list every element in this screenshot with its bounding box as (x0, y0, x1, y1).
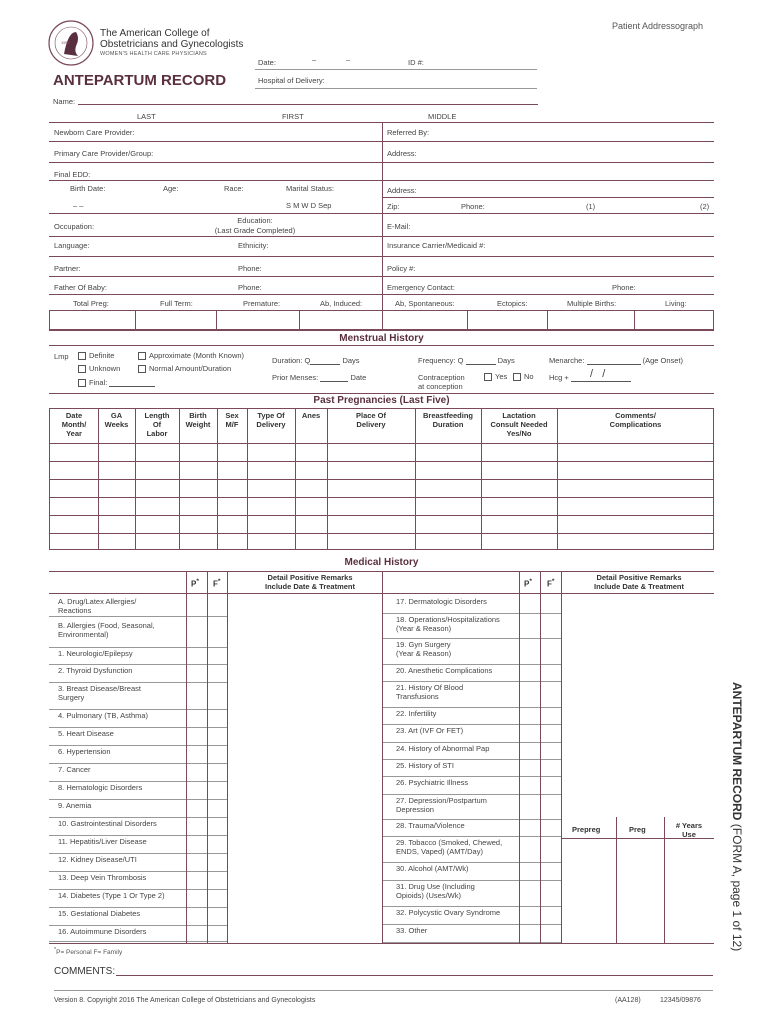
prior-menses-label: Prior Menses: (272, 373, 319, 382)
medical-item-right: 23. Art (IVF Or FET) (396, 726, 464, 735)
past-preg-col-header: Date Month/ Year (61, 411, 87, 438)
table-rule (49, 889, 227, 890)
ab-spontaneous-label: Ab, Spontaneous: (395, 299, 455, 308)
medical-item-right: 33. Other (396, 926, 428, 935)
days-label: Days (497, 356, 515, 365)
medical-item-right: 30. Alcohol (AMT/Wk) (396, 864, 469, 873)
past-pregnancies-title: Past Pregnancies (Last Five) (313, 395, 450, 406)
past-preg-col-header: Comments/ Complications (609, 411, 662, 429)
rule (467, 310, 468, 329)
name-label: Name: (53, 97, 76, 106)
legend-text: P= Personal F= Family (56, 949, 123, 957)
name-field[interactable] (78, 104, 538, 105)
detail-line: Detail Positive Remarks (267, 573, 353, 582)
contraception-yes-checkbox[interactable] (484, 372, 507, 381)
rule (49, 479, 714, 480)
medical-item-right: 24. History of Abnormal Pap (396, 744, 490, 753)
table-rule (49, 647, 227, 648)
f-label: F (547, 579, 552, 589)
rule (49, 236, 714, 237)
age-onset-label: (Age Onset) (642, 356, 684, 365)
rule (49, 330, 714, 331)
contraception-label: Contraception (418, 373, 465, 382)
lmp-label: Lmp (54, 352, 69, 361)
table-rule (382, 819, 561, 820)
medical-item-right: 21. History Of Blood Transfusions (396, 683, 464, 701)
rule (49, 497, 714, 498)
hospital-rule (255, 88, 537, 89)
preg-header: Preg (629, 825, 646, 834)
form-code: (AA128) (615, 997, 641, 1004)
medical-item-right: 19. Gyn Surgery (Year & Reason) (396, 640, 452, 658)
medical-item-right: 25. History of STI (396, 761, 454, 770)
rule (49, 213, 714, 214)
marital-status-label: Marital Status: (286, 184, 334, 193)
at-conception-label: at conception (418, 382, 463, 391)
contraception-no-checkbox[interactable] (513, 372, 534, 381)
rule (49, 443, 714, 444)
address-field[interactable]: Address: (387, 149, 417, 158)
rule (382, 122, 383, 316)
father-phone-field[interactable]: Phone: (238, 283, 262, 292)
personal-col-header-right (524, 578, 532, 589)
table-rule (49, 907, 227, 908)
rule (49, 943, 714, 944)
definite-checkbox[interactable] (78, 351, 114, 360)
rule (382, 310, 383, 329)
past-preg-col-header: Breastfeeding Duration (422, 411, 473, 429)
approximate-checkbox[interactable] (138, 351, 244, 360)
menarche-label: Menarche: (549, 356, 585, 365)
insurance-field[interactable]: Insurance Carrier/Medicaid #: (387, 241, 486, 250)
table-rule (49, 682, 227, 683)
rule (49, 515, 714, 516)
rule (561, 838, 714, 839)
medical-item-right: 27. Depression/Postpartum Depression (396, 796, 487, 814)
past-preg-col-header: Length Of Labor (144, 411, 170, 438)
comments-label: COMMENTS: (54, 966, 116, 977)
table-rule (49, 781, 227, 782)
medical-item-left: 13. Deep Vein Thrombosis (58, 873, 147, 882)
medical-item-right: 29. Tobacco (Smoked, Chewed, ENDS, Vaped) (AMT/Day) (396, 838, 503, 856)
id-label: ID #: (408, 58, 424, 67)
medical-item-left: A. Drug/Latex Allergies/ Reactions (58, 597, 137, 615)
org-name-line2: Obstetricians and Gynecologists (100, 39, 244, 50)
star: * (551, 578, 555, 585)
detail-line2: Include Date & Treatment (593, 582, 685, 591)
table-rule (49, 835, 227, 836)
occupation-field[interactable]: Occupation: (54, 222, 95, 231)
table-rule (49, 925, 227, 926)
ectopics-label: Ectopics: (497, 299, 528, 308)
past-preg-col-header: Place Of Delivery (355, 411, 386, 429)
detail-header-right (566, 573, 712, 591)
medical-item-right: 28. Trauma/Violence (396, 821, 465, 830)
medical-item-left: 3. Breast Disease/Breast Surgery (58, 684, 141, 702)
table-rule (382, 664, 561, 665)
table-rule (49, 871, 227, 872)
years-use-header: # Years Use (675, 821, 703, 839)
normal-amount-checkbox[interactable] (138, 364, 231, 373)
rule (186, 571, 187, 943)
f-label: F (213, 579, 218, 589)
medical-item-left: 9. Anemia (58, 801, 92, 810)
table-rule (382, 906, 561, 907)
address2-field[interactable]: Address: (387, 186, 417, 195)
legend-star: * (54, 947, 57, 953)
table-rule (382, 836, 561, 837)
medical-item-right: 20. Anesthetic Complications (396, 666, 493, 675)
email-field[interactable]: E-Mail: (387, 222, 411, 231)
referred-by-field[interactable]: Referred By: (387, 128, 430, 137)
medical-item-left: 11. Hepatitis/Liver Disease (58, 837, 147, 846)
date-label: Date (350, 373, 367, 382)
table-rule (557, 408, 558, 549)
medical-item-left: 4. Pulmonary (TB, Asthma) (58, 711, 149, 720)
p-label: P (191, 579, 197, 589)
hospital-label: Hospital of Delivery: (258, 76, 325, 85)
unknown-checkbox[interactable] (78, 364, 120, 373)
past-preg-col-header: Sex M/F (225, 411, 239, 429)
table-rule (49, 727, 227, 728)
rule (49, 345, 714, 346)
rule (547, 310, 548, 329)
past-preg-col-header: Birth Weight (185, 411, 211, 429)
final-checkbox[interactable] (78, 378, 155, 387)
rule (634, 310, 635, 329)
side-title-sub: (FORM A, page 1 of 12) (730, 823, 744, 952)
rule (540, 571, 541, 943)
table-rule (382, 724, 561, 725)
education-sublabel: (Last Grade Completed) (214, 226, 296, 235)
table-rule (179, 408, 180, 549)
family-col-header (213, 578, 220, 589)
newborn-care-provider-field[interactable]: Newborn Care Provider: (54, 128, 135, 137)
rule (49, 294, 714, 295)
rule (49, 533, 714, 534)
personal-col-header (191, 578, 199, 589)
hcg-slashes: / / (590, 368, 606, 380)
duration-label: Duration: Q (272, 356, 311, 365)
table-rule (382, 759, 561, 760)
multiple-births-label: Multiple Births: (567, 299, 617, 308)
medical-item-right: 17. Dermatologic Disorders (396, 597, 487, 606)
frequency-label: Frequency: Q (418, 356, 464, 365)
past-preg-col-header: Anes (301, 411, 321, 420)
definite-label: Definite (89, 351, 115, 360)
premature-label: Premature: (243, 299, 281, 308)
marital-options[interactable]: S M W D Sep (286, 201, 332, 210)
rule (135, 310, 136, 329)
final-label: Final: (89, 378, 108, 387)
total-preg-label: Total Preg: (73, 299, 109, 308)
ethnicity-field[interactable]: Ethnicity: (238, 241, 269, 250)
medical-item-right: 22. Infertility (396, 709, 437, 718)
policy-field[interactable]: Policy #: (387, 264, 416, 273)
medical-item-left: 10. Gastrointestinal Disorders (58, 819, 157, 828)
star: * (196, 578, 199, 585)
table-rule (49, 616, 227, 617)
page-title: ANTEPARTUM RECORD (53, 72, 227, 89)
approximate-label: Approximate (Month Known) (149, 351, 245, 360)
days-label: Days (342, 356, 360, 365)
rule (519, 571, 520, 943)
hcg-label: Hcg + (549, 373, 569, 382)
medical-item-left: 15. Gestational Diabetes (58, 909, 141, 918)
table-rule (382, 924, 561, 925)
living-label: Living: (665, 299, 687, 308)
medical-item-left: 12. Kidney Disease/UTI (58, 855, 137, 864)
table-rule (49, 408, 50, 549)
side-title-main: ANTEPARTUM RECORD (730, 682, 744, 821)
star: * (529, 578, 532, 585)
family-col-header-right (547, 578, 554, 589)
prior-menses-field[interactable] (272, 373, 366, 382)
emergency-contact-field[interactable]: Emergency Contact: (387, 283, 455, 292)
medical-item-left: 16. Autoimmune Disorders (58, 927, 147, 936)
medical-item-left: 8. Hematologic Disorders (58, 783, 143, 792)
prepreg-header: Prepreg (572, 825, 601, 834)
medical-item-right: 18. Operations/Hospitalizations (Year & Reason) (396, 615, 500, 633)
table-rule (49, 853, 227, 854)
zip-field[interactable]: Zip: (387, 202, 400, 211)
medical-item-left: 2. Thyroid Dysfunction (58, 666, 133, 675)
medical-item-left: 14. Diabetes (Type 1 Or Type 2) (58, 891, 165, 900)
middle-name-caption: MIDDLE (428, 112, 457, 121)
past-preg-col-header: GA Weeks (104, 411, 129, 429)
rule (382, 197, 714, 198)
race-label: Race: (224, 184, 244, 193)
rule (49, 310, 50, 329)
table-rule (382, 880, 561, 881)
yes-label: Yes (495, 372, 508, 381)
detail-line: Detail Positive Remarks (596, 573, 682, 582)
rule (616, 817, 617, 943)
table-rule (98, 408, 99, 549)
side-title (730, 682, 744, 951)
phone-label: Phone: (461, 202, 485, 211)
birth-date-label: Birth Date: (70, 184, 106, 193)
table-rule (327, 408, 328, 549)
primary-care-field[interactable]: Primary Care Provider/Group: (54, 149, 154, 158)
past-preg-col-header: Lactation Consult Needed Yes/No (490, 411, 548, 438)
rule (49, 461, 714, 462)
acog-seal-logo (46, 18, 96, 68)
table-rule (382, 638, 561, 639)
education-label: Education: (237, 216, 273, 225)
date-separator: – (346, 55, 351, 64)
table-rule (382, 681, 561, 682)
birth-date-separators: – – (73, 201, 84, 210)
normal-amount-label: Normal Amount/Duration (149, 364, 232, 373)
table-rule (382, 862, 561, 863)
comments-field[interactable] (116, 975, 713, 976)
star: * (217, 578, 221, 585)
table-rule (49, 664, 227, 665)
table-rule (481, 408, 482, 549)
rule (664, 817, 665, 943)
medical-item-left: 6. Hypertension (58, 747, 111, 756)
table-rule (295, 408, 296, 549)
rule (49, 549, 714, 550)
rule (227, 571, 228, 943)
menarche-field[interactable] (549, 356, 683, 365)
rule (382, 571, 383, 943)
patient-addressograph-label: Patient Addressograph (612, 21, 704, 31)
table-rule (415, 408, 416, 549)
rule (216, 310, 217, 329)
medical-item-left: B. Allergies (Food, Seasonal, Environmental) (58, 621, 155, 639)
phone-1-field[interactable]: (1) (586, 202, 596, 211)
rule (49, 256, 714, 257)
no-label: No (524, 372, 534, 381)
rule (299, 310, 300, 329)
svg-text:1951: 1951 (61, 40, 70, 45)
phone-2-field[interactable]: (2) (700, 202, 710, 211)
unknown-label: Unknown (89, 364, 121, 373)
last-name-caption: LAST (137, 112, 156, 121)
table-rule (49, 763, 227, 764)
medical-item-left: 5. Heart Disease (58, 729, 114, 738)
ab-induced-label: Ab, Induced: (320, 299, 363, 308)
full-term-label: Full Term: (160, 299, 193, 308)
father-of-baby-field[interactable]: Father Of Baby: (54, 283, 107, 292)
detail-header-left (240, 573, 380, 591)
table-rule (247, 408, 248, 549)
table-rule (217, 408, 218, 549)
table-rule (49, 799, 227, 800)
rule (207, 571, 208, 943)
table-rule (49, 941, 227, 942)
table-rule (135, 408, 136, 549)
copyright: Version 8. Copyright 2016 The American College of Obstetricians and Gynecologists (54, 997, 316, 1004)
final-edd-field[interactable]: Final EDD: (54, 170, 91, 179)
rule (49, 393, 714, 394)
medical-history-title: Medical History (344, 557, 419, 568)
medical-item-right: 26. Psychiatric Illness (396, 778, 469, 787)
frequency-field[interactable] (418, 356, 515, 365)
form-number: 12345/09876 (660, 997, 701, 1004)
age-label: Age: (163, 184, 179, 193)
table-rule (49, 709, 227, 710)
rule (713, 310, 714, 329)
language-field[interactable]: Language: (54, 241, 90, 250)
table-rule (382, 794, 561, 795)
table-rule (382, 707, 561, 708)
medical-item-right: 31. Drug Use (Including Opioids) (Uses/Wk) (396, 882, 475, 900)
medical-item-left: 1. Neurologic/Epilepsy (58, 649, 133, 658)
legend (54, 947, 122, 956)
menstrual-history-title: Menstrual History (339, 333, 424, 344)
date-separator: – (312, 55, 317, 64)
medical-item-right: 32. Polycystic Ovary Syndrome (396, 908, 501, 917)
duration-field[interactable] (272, 356, 360, 365)
table-rule (49, 745, 227, 746)
partner-field[interactable]: Partner: (54, 264, 81, 273)
comments-rule (54, 990, 713, 991)
p-label: P (524, 579, 530, 589)
partner-phone-field[interactable]: Phone: (238, 264, 262, 273)
table-rule (713, 408, 714, 549)
rule (49, 276, 714, 277)
table-rule (382, 776, 561, 777)
date-id-rule (255, 69, 537, 70)
table-rule (382, 742, 561, 743)
table-rule (49, 817, 227, 818)
detail-line2: Include Date & Treatment (264, 582, 356, 591)
org-name-line1: The American College of (100, 28, 210, 39)
table-rule (382, 613, 561, 614)
past-preg-col-header: Type Of Delivery (256, 411, 286, 429)
rule (49, 408, 714, 409)
first-name-caption: FIRST (282, 112, 304, 121)
org-tagline: WOMEN'S HEALTH CARE PHYSICIANS (100, 51, 207, 57)
date-label: Date: (258, 58, 276, 67)
rule (561, 571, 562, 943)
emergency-phone-field[interactable]: Phone: (612, 283, 636, 292)
medical-item-left: 7. Cancer (58, 765, 91, 774)
